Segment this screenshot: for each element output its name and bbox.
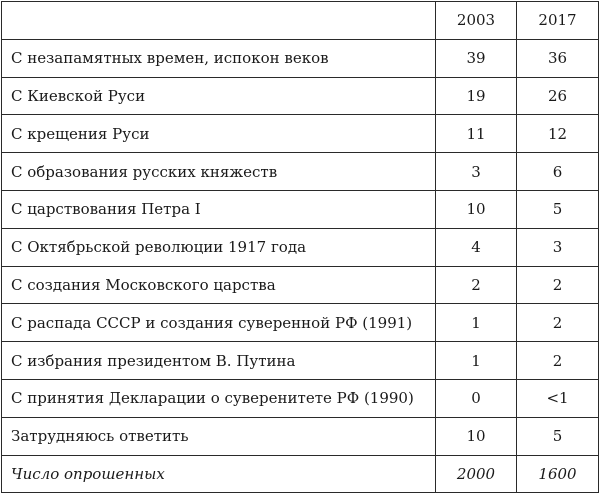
value-2003: 1 xyxy=(436,304,517,342)
header-empty-cell xyxy=(2,2,436,40)
value-2017: 2 xyxy=(517,342,599,380)
value-2017: 2 xyxy=(517,266,599,304)
value-2003: 0 xyxy=(436,379,517,417)
table-row xyxy=(2,77,599,115)
total-row xyxy=(2,455,599,493)
table-row xyxy=(2,304,599,342)
value-2003: 10 xyxy=(436,190,517,228)
table-row xyxy=(2,417,599,455)
value-2017: 3 xyxy=(517,228,599,266)
value-2003: 4 xyxy=(436,228,517,266)
row-label: С Киевской Руси xyxy=(2,77,436,115)
value-2017: 12 xyxy=(517,115,599,153)
value-2003: 2 xyxy=(436,266,517,304)
value-2017: 6 xyxy=(517,153,599,191)
table-row xyxy=(2,379,599,417)
header-row xyxy=(2,2,599,40)
row-label: С царствования Петра I xyxy=(2,190,436,228)
value-2003: 11 xyxy=(436,115,517,153)
header-year-2017: 2017 xyxy=(517,2,599,40)
value-2003: 39 xyxy=(436,39,517,77)
value-2017: 5 xyxy=(517,190,599,228)
value-2017: 26 xyxy=(517,77,599,115)
survey-table xyxy=(1,1,599,493)
table-row xyxy=(2,228,599,266)
total-label: Число опрошенных xyxy=(2,455,436,493)
table-row xyxy=(2,39,599,77)
row-label: Затрудняюсь ответить xyxy=(2,417,436,455)
row-label: С избрания президентом В. Путина xyxy=(2,342,436,380)
value-2017: 36 xyxy=(517,39,599,77)
row-label: С крещения Руси xyxy=(2,115,436,153)
row-label: С создания Московского царства xyxy=(2,266,436,304)
value-2017: 5 xyxy=(517,417,599,455)
value-2003: 3 xyxy=(436,153,517,191)
row-label: С образования русских княжеств xyxy=(2,153,436,191)
value-2003: 10 xyxy=(436,417,517,455)
table-row xyxy=(2,190,599,228)
table-row xyxy=(2,153,599,191)
total-2017: 1600 xyxy=(517,455,599,493)
value-2017: <1 xyxy=(517,379,599,417)
row-label: С Октябрьской революции 1917 года xyxy=(2,228,436,266)
row-label: С незапамятных времен, испокон веков xyxy=(2,39,436,77)
value-2003: 1 xyxy=(436,342,517,380)
table-row xyxy=(2,342,599,380)
table-row xyxy=(2,115,599,153)
header-year-2003: 2003 xyxy=(436,2,517,40)
total-2003: 2000 xyxy=(436,455,517,493)
row-label: С принятия Декларации о суверенитете РФ (1990) xyxy=(2,379,436,417)
value-2017: 2 xyxy=(517,304,599,342)
value-2003: 19 xyxy=(436,77,517,115)
table-row xyxy=(2,266,599,304)
row-label: С распада СССР и создания суверенной РФ (1991) xyxy=(2,304,436,342)
